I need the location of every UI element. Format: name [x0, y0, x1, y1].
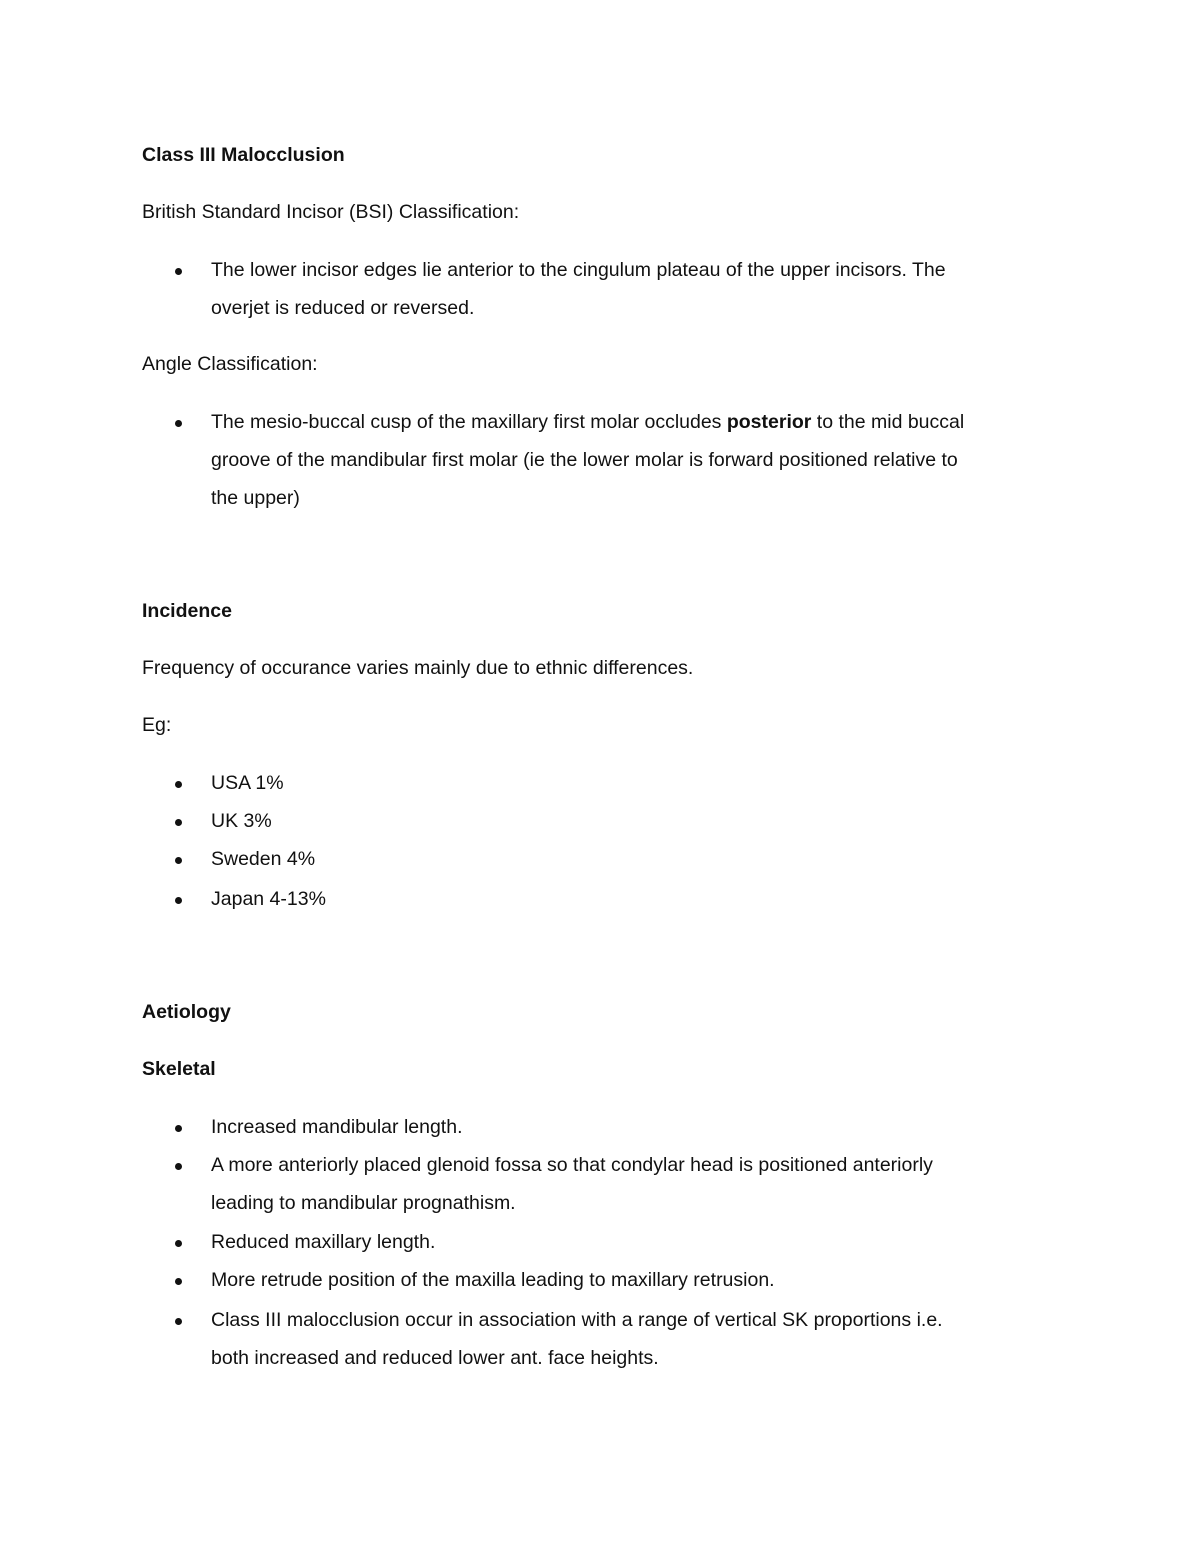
bsi-bullet-line-2: overjet is reduced or reversed. [211, 297, 475, 319]
heading-class-iii-malocclusion: Class III Malocclusion [142, 144, 345, 166]
bullet-icon [175, 1163, 182, 1170]
subheading-skeletal: Skeletal [142, 1058, 216, 1080]
angle-bullet-text-pre: The mesio-buccal cusp of the maxillary first molar occludes [211, 411, 727, 433]
bullet-icon [175, 781, 182, 788]
incidence-list-item: USA 1% [211, 772, 284, 794]
angle-bullet-text-post: to the mid buccal [811, 411, 965, 433]
bsi-bullet-line-1: The lower incisor edges lie anterior to the cingulum plateau of the upper incisors. The [211, 259, 946, 281]
angle-bullet-line-2: groove of the mandibular first molar (ie the lower molar is forward positioned relative to [211, 449, 958, 471]
skeletal-list-item-continued: both increased and reduced lower ant. face heights. [211, 1347, 659, 1369]
bullet-icon [175, 1240, 182, 1247]
skeletal-list-item-continued: leading to mandibular prognathism. [211, 1192, 516, 1214]
incidence-text: Frequency of occurance varies mainly due to ethnic differences. [142, 657, 694, 679]
skeletal-list-item: Class III malocclusion occur in association with a range of vertical SK proportions i.e. [211, 1309, 943, 1331]
angle-classification-label: Angle Classification: [142, 353, 318, 375]
incidence-list-item: Sweden 4% [211, 848, 316, 870]
bullet-icon [175, 857, 182, 864]
bsi-classification-label: British Standard Incisor (BSI) Classification: [142, 201, 520, 223]
skeletal-list-item: Reduced maxillary length. [211, 1231, 436, 1253]
incidence-list-item: Japan 4-13% [211, 888, 326, 910]
skeletal-list-item: Increased mandibular length. [211, 1116, 463, 1138]
bullet-icon [175, 1318, 182, 1325]
heading-incidence: Incidence [142, 600, 232, 622]
eg-label: Eg: [142, 714, 172, 736]
skeletal-list-item: More retrude position of the maxilla leading to maxillary retrusion. [211, 1269, 775, 1291]
angle-bullet-line-1 [211, 413, 964, 433]
bullet-icon [175, 1278, 182, 1285]
skeletal-list-item: A more anteriorly placed glenoid fossa so that condylar head is positioned anteriorly [211, 1154, 933, 1176]
bullet-icon [175, 420, 182, 427]
bullet-icon [175, 1125, 182, 1132]
bullet-icon [175, 819, 182, 826]
angle-bullet-line-3: the upper) [211, 487, 300, 509]
incidence-list-item: UK 3% [211, 810, 272, 832]
heading-aetiology: Aetiology [142, 1001, 231, 1023]
bullet-icon [175, 897, 182, 904]
bullet-icon [175, 268, 182, 275]
angle-bullet-text-bold: posterior [726, 411, 812, 433]
